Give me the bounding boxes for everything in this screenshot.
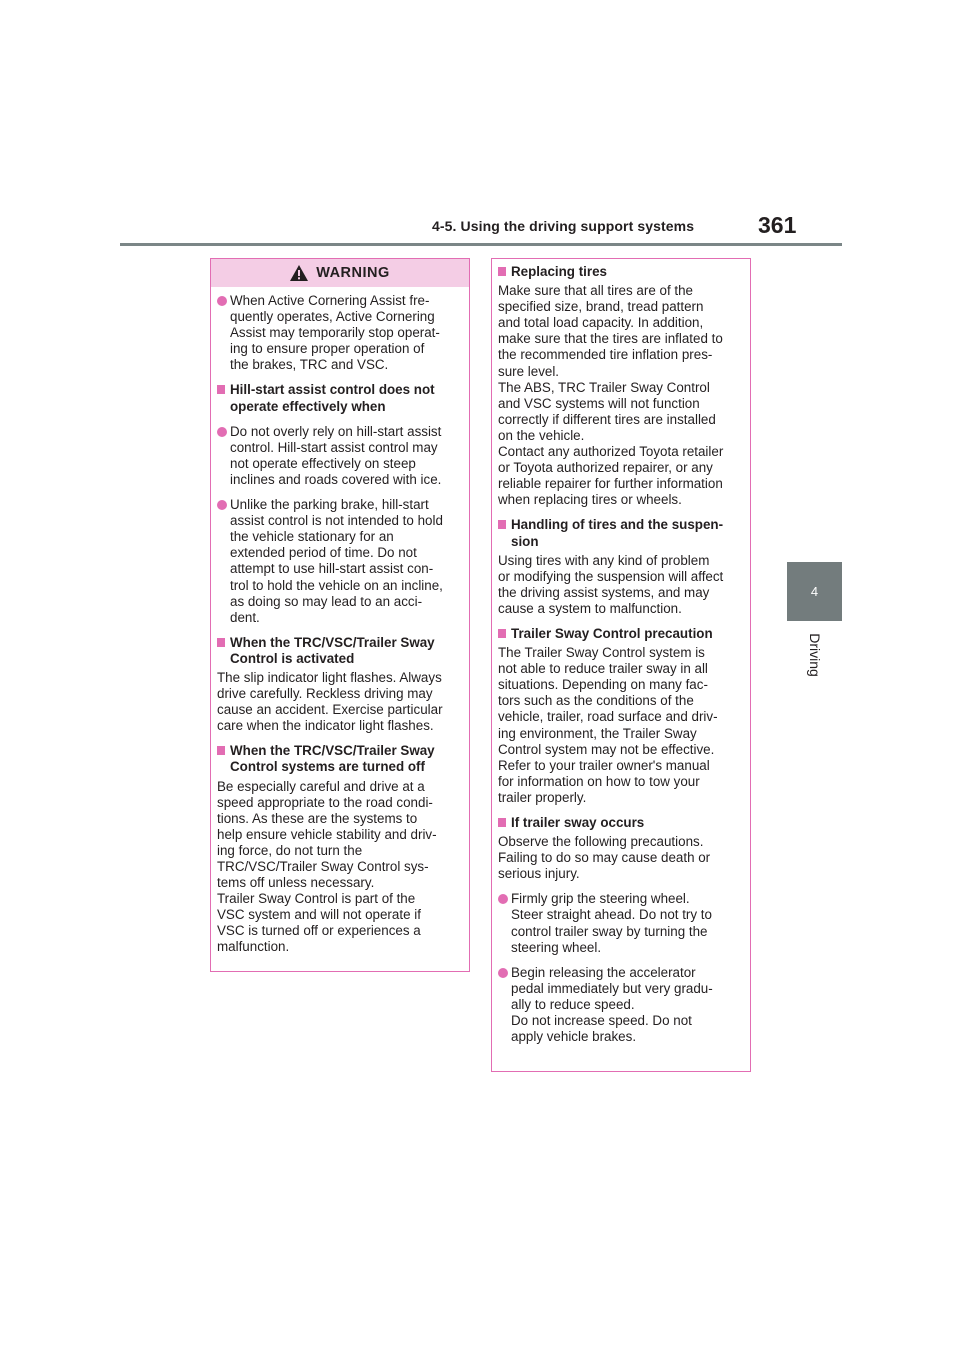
warning-title: WARNING xyxy=(316,264,390,281)
subheading-trc-off xyxy=(217,743,461,775)
bullet-dot-icon xyxy=(217,427,227,437)
subheading-trc-activated xyxy=(217,635,461,667)
square-bullet-icon xyxy=(217,746,225,755)
subheading-hill-start xyxy=(217,382,461,414)
bullet-text: Unlike the parking brake, hill-start assist control is not intended to hold the vehicle stationary for an extended period of time. Do not attempt to use hill-start assist con- trol to hold the vehicle on an incline, as doing so may lead to an acci- dent. xyxy=(230,497,443,625)
subheading-trailer-sway-occurs xyxy=(498,815,742,831)
section-title: 4-5. Using the driving support systems xyxy=(432,218,695,234)
warning-triangle-icon xyxy=(290,265,308,281)
bullet-dot-icon xyxy=(498,894,508,904)
warning-bullet xyxy=(217,293,461,373)
paragraph: The slip indicator light flashes. Always drive carefully. Reckless driving may cause an accident. Exercise particular care when the indicator light flashes. xyxy=(217,669,443,734)
paragraph: Observe the following precautions. Failing to do so may cause death or serious injury. xyxy=(498,834,711,882)
page-number: 361 xyxy=(758,212,797,238)
warning-bullet xyxy=(217,497,461,626)
subheading-text: Handling of tires and the suspen- sion xyxy=(511,517,724,549)
warning-bullet xyxy=(498,891,742,955)
bullet-dot-icon xyxy=(217,296,227,306)
chapter-title xyxy=(787,625,842,685)
subheading-replacing-tires xyxy=(498,264,742,280)
square-bullet-icon xyxy=(498,520,506,529)
warning-box-right xyxy=(491,258,751,1072)
bullet-dot-icon xyxy=(217,500,227,510)
subheading-text: Replacing tires xyxy=(511,264,607,279)
paragraph: Make sure that all tires are of the specified size, brand, tread pattern and total load capacity. In addition, make sure that the tires are inflated to the recommended tire inflation pres- sure level. The ABS, TRC Trailer Sway Control and VSC systems will not function correctly if different tires are installed on the vehicle. Contact any authorized Toyota retailer or Toyota authorized repairer, or any reliable repairer for further information when replacing tires or wheels. xyxy=(498,283,724,508)
chapter-tab xyxy=(787,562,842,621)
subheading-text: Trailer Sway Control precaution xyxy=(511,625,713,641)
square-bullet-icon xyxy=(217,638,225,647)
warning-box-left xyxy=(210,258,470,972)
chapter-number: 4 xyxy=(810,584,819,599)
bullet-text: Firmly grip the steering wheel. Steer straight ahead. Do not try to control trailer sway by turning the steering wheel. xyxy=(511,891,712,955)
square-bullet-icon xyxy=(498,629,506,638)
warning-bullet xyxy=(217,424,461,488)
header-divider xyxy=(120,243,842,246)
warning-header xyxy=(211,259,469,287)
bullet-text: When Active Cornering Assist fre- quently operates, Active Cornering Assist may temporarily stop operat- ing to ensure proper operation of the brakes, TRC and VSC. xyxy=(230,293,440,373)
paragraph: Using tires with any kind of problem or modifying the suspension will affect the driving assist systems, and may cause a system to malfunction. xyxy=(498,552,724,616)
chapter-title-text: Driving xyxy=(806,633,823,677)
warning-bullet xyxy=(498,965,742,1045)
subheading-text: Hill-start assist control does not operate effectively when xyxy=(230,382,435,414)
bullet-text: Do not overly rely on hill-start assist control. Hill-start assist control may not operate effectively on steep inclines and roads covered with ice. xyxy=(230,423,442,487)
subheading-trailer-sway-precaution xyxy=(498,626,742,642)
subheading-text: When the TRC/VSC/Trailer Sway Control is activated xyxy=(230,634,435,666)
square-bullet-icon xyxy=(217,385,225,394)
paragraph: Be especially careful and drive at a speed appropriate to the road condi- tions. As these are the systems to help ensure vehicle stability and driv- ing force, do not turn the TRC/VSC/Trailer Sway Control sys- tems off unless necessary. Trailer Sway Control is part of the VSC system and will not operate if VSC is turned off or experiences a malfunction. xyxy=(217,778,437,955)
square-bullet-icon xyxy=(498,818,506,827)
bullet-text: Begin releasing the accelerator pedal immediately but very gradu- ally to reduce speed. Do not increase speed. Do not apply vehicle brakes. xyxy=(511,964,713,1045)
subheading-handling-tires xyxy=(498,517,742,549)
bullet-dot-icon xyxy=(498,968,508,978)
square-bullet-icon xyxy=(498,267,506,276)
subheading-text: If trailer sway occurs xyxy=(511,815,645,830)
subheading-text: When the TRC/VSC/Trailer Sway Control systems are turned off xyxy=(230,743,435,775)
paragraph: The Trailer Sway Control system is not able to reduce trailer sway in all situations. Depending on many fac- tors such as the conditions of the vehicle, trailer, road surface and driv- ing environment, the Trailer Sway Control system may not be effective. Refer to your trailer owner's manual for information on how to tow your trailer properly. xyxy=(498,645,718,805)
